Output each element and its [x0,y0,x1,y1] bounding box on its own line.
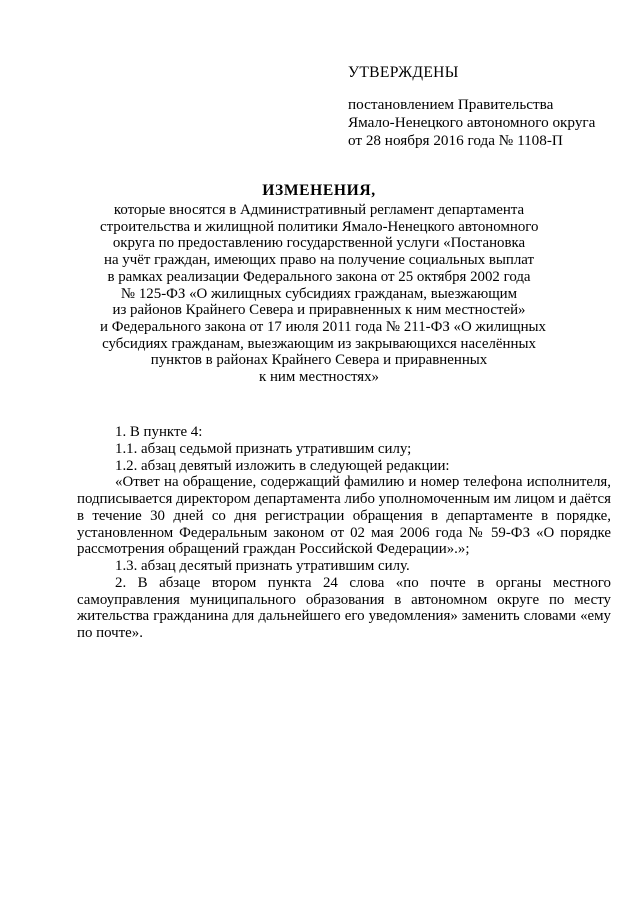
title-description-line: № 125-ФЗ «О жилищных субсидиях гражданам, выезжающим [120,285,518,302]
title-description-line: строительства и жилищной политики Ямало-Ненецкого автономного [100,218,539,235]
title-description-line: которые вносятся в Административный регламент департамента [113,202,525,218]
paragraph: 2. В абзаце втором пункта 24 слова «по почте в органы местного самоуправления муниципального образования в автономном округе по месту жительства гражданина для дальнейшего его уведомления» заменить словами «ему по почте». [77,574,611,641]
paragraph: 1.1. абзац седьмой признать утратившим силу; [115,440,412,457]
paragraph: «Ответ на обращение, содержащий фамилию и номер телефона исполнителя, подписывается директором департамента либо уполномоченным им лицом и даётся в течение 30 дней со дня регистрации обращения в департаменте в порядке, установленном Федеральным законом от 02 мая 2006 года № 59-ФЗ «О порядке рассмотрения обращений граждан Российской Федерации».»; [77,474,611,558]
title-description-line: к ним местностях» [258,369,379,386]
approval-heading: УТВЕРЖДЕНЫ [348,64,459,81]
document-body [77,424,611,642]
approval-line: от 28 ноября 2016 года № 1108-П [348,132,563,149]
title-description-line: субсидиях гражданам, выезжающим из закрывающихся населённых [102,335,536,352]
title-description-line: округа по предоставлению государственной услуги «Постановка [112,235,526,252]
paragraph: 1.2. абзац девятый изложить в следующей редакции: [115,457,450,474]
title-description-line: и Федерального закона от 17 июля 2011 года № 211-ФЗ «О жилищных [100,318,547,335]
paragraph: 1. В пункте 4: [115,424,203,440]
title-description-line: на учёт граждан, имеющих право на получение социальных выплат [104,252,534,269]
title-block [100,182,547,386]
paragraph: 1.3. абзац десятый признать утратившим силу. [115,558,410,574]
approval-line: постановлением Правительства [348,96,554,113]
document-title: ИЗМЕНЕНИЯ, [262,182,376,199]
approval-block [348,64,595,150]
title-description-line: из районов Крайнего Севера и приравненных к ним местностей» [112,302,526,319]
title-description-line: в рамках реализации Федерального закона от 25 октября 2002 года [107,268,531,285]
approval-line: Ямало-Ненецкого автономного округа [348,114,596,131]
title-description-line: пунктов в районах Крайнего Севера и приравненных [150,352,488,369]
